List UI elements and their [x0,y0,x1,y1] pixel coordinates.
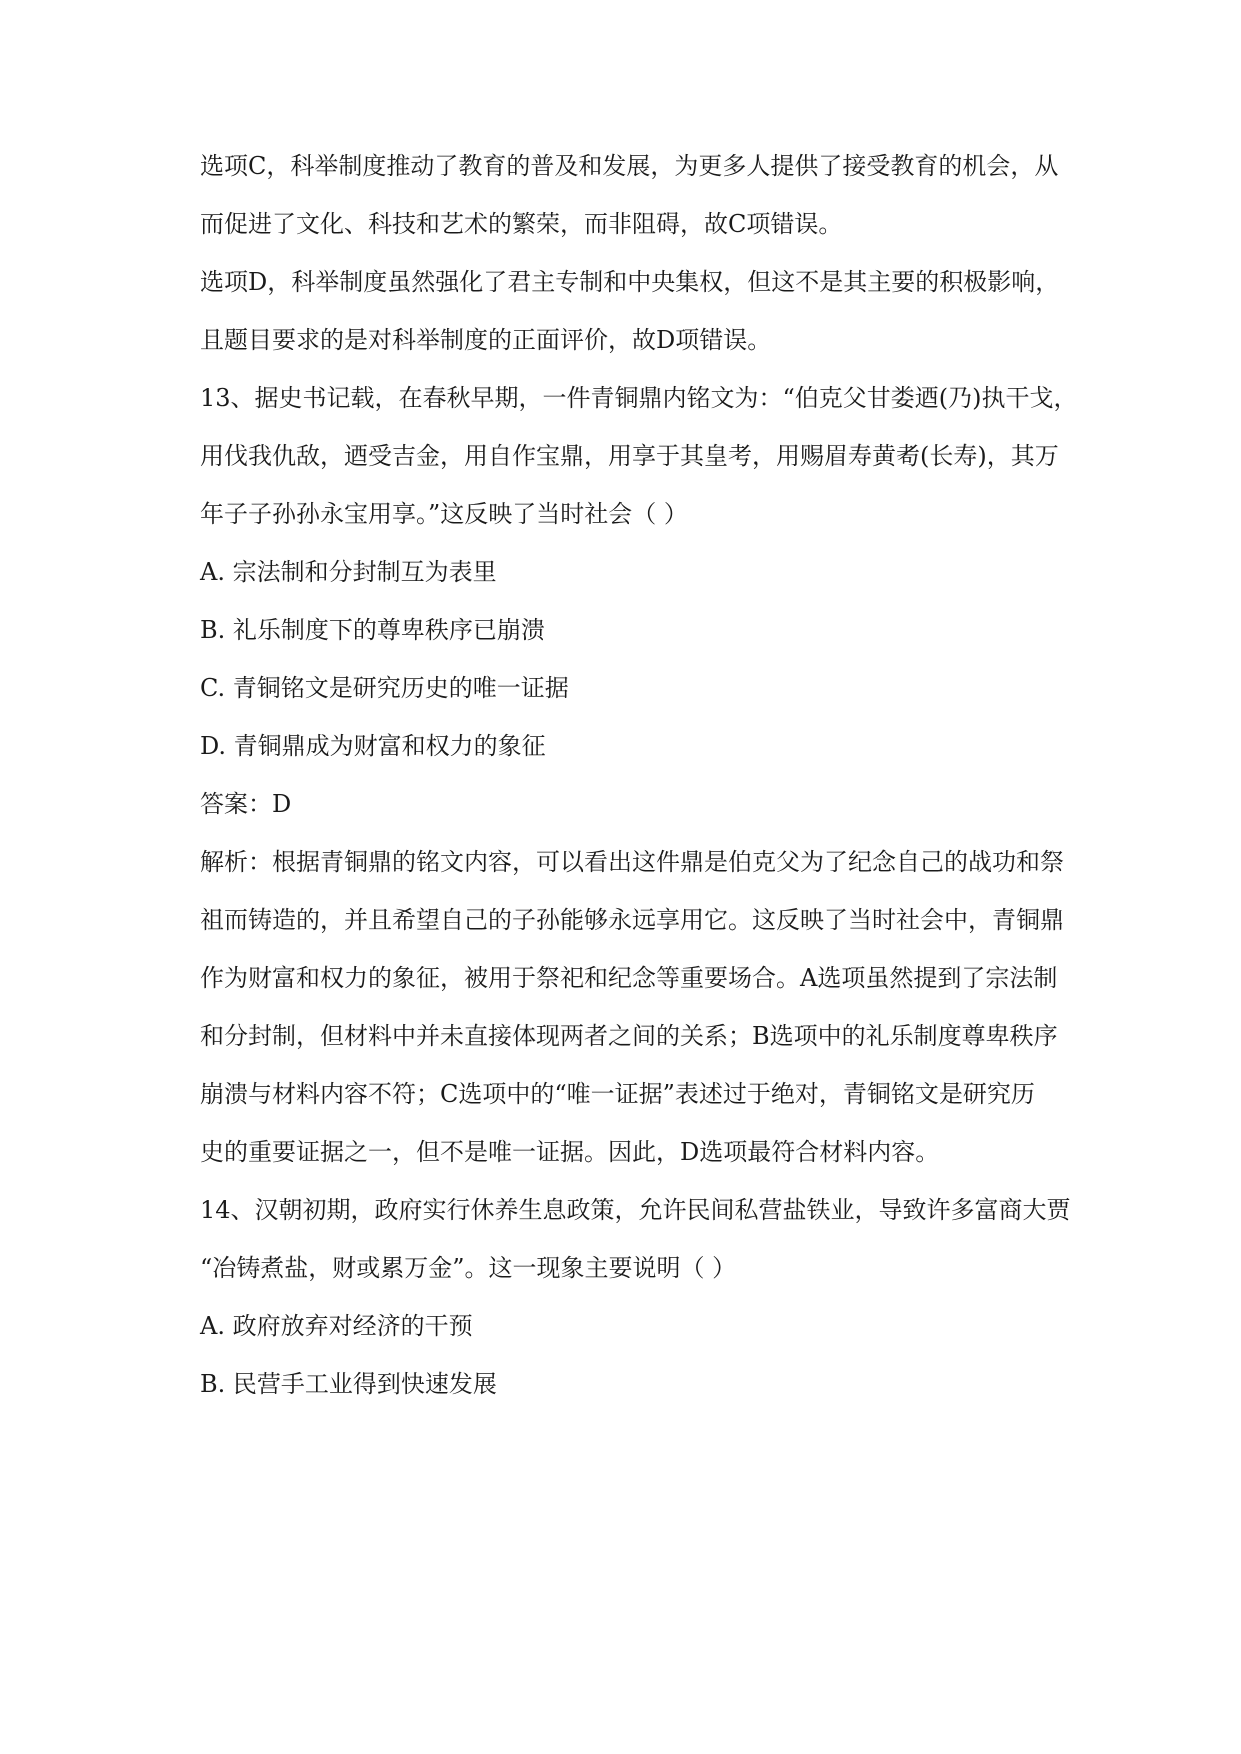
question-13-option-a: A. 宗法制和分封制互为表里 [200,558,497,586]
question-14-option-a: A. 政府放弃对经济的干预 [200,1312,473,1340]
question-14-option-b: B. 民营手工业得到快速发展 [200,1370,497,1398]
question-13-stem-line-1: 13、据史书记载，在春秋早期，一件青铜鼎内铭文为：“伯克父甘娄迺(乃)执干戈， [200,384,1078,412]
question-14-stem-line-1: 14、汉朝初期，政府实行休养生息政策，允许民间私营盐铁业，导致许多富商大贾 [200,1196,1071,1224]
question-13-stem-line-3: 年子子孙孙永宝用享。”这反映了当时社会（ ） [200,500,688,528]
question-13-analysis-line-6: 史的重要证据之一，但不是唯一证据。因此，D选项最符合材料内容。 [200,1138,940,1166]
explanation-option-d-line-1: 选项D，科举制度虽然强化了君主专制和中央集权，但这不是其主要的积极影响， [200,268,1060,296]
question-13-option-c: C. 青铜铭文是研究历史的唯一证据 [200,674,569,702]
question-13-analysis-line-4: 和分封制，但材料中并未直接体现两者之间的关系；B选项中的礼乐制度尊卑秩序 [200,1022,1058,1050]
question-13-analysis-line-1: 解析：根据青铜鼎的铭文内容，可以看出这件鼎是伯克父为了纪念自己的战功和祭 [200,848,1064,876]
explanation-option-c-line-1: 选项C，科举制度推动了教育的普及和发展，为更多人提供了接受教育的机会，从 [200,152,1059,180]
question-14-stem-line-2: “冶铸煮盐，财或累万金”。这一现象主要说明（ ） [200,1254,737,1282]
question-13-option-d: D. 青铜鼎成为财富和权力的象征 [200,732,546,760]
question-13-analysis-line-2: 祖而铸造的，并且希望自己的子孙能够永远享用它。这反映了当时社会中，青铜鼎 [200,906,1064,934]
question-13-option-b: B. 礼乐制度下的尊卑秩序已崩溃 [200,616,545,644]
question-13-analysis-line-3: 作为财富和权力的象征，被用于祭祀和纪念等重要场合。A选项虽然提到了宗法制 [200,964,1058,992]
question-13-answer: 答案：D [200,790,292,818]
explanation-option-c-line-2: 而促进了文化、科技和艺术的繁荣，而非阻碍，故C项错误。 [200,210,843,238]
question-13-analysis-line-5: 崩溃与材料内容不符；C选项中的“唯一证据”表述过于绝对，青铜铭文是研究历 [200,1080,1035,1108]
explanation-option-d-line-2: 且题目要求的是对科举制度的正面评价，故D项错误。 [200,326,772,354]
question-13-stem-line-2: 用伐我仇敌，迺受吉金，用自作宝鼎，用享于其皇考，用赐眉寿黄耇(长寿)，其万 [200,442,1059,470]
